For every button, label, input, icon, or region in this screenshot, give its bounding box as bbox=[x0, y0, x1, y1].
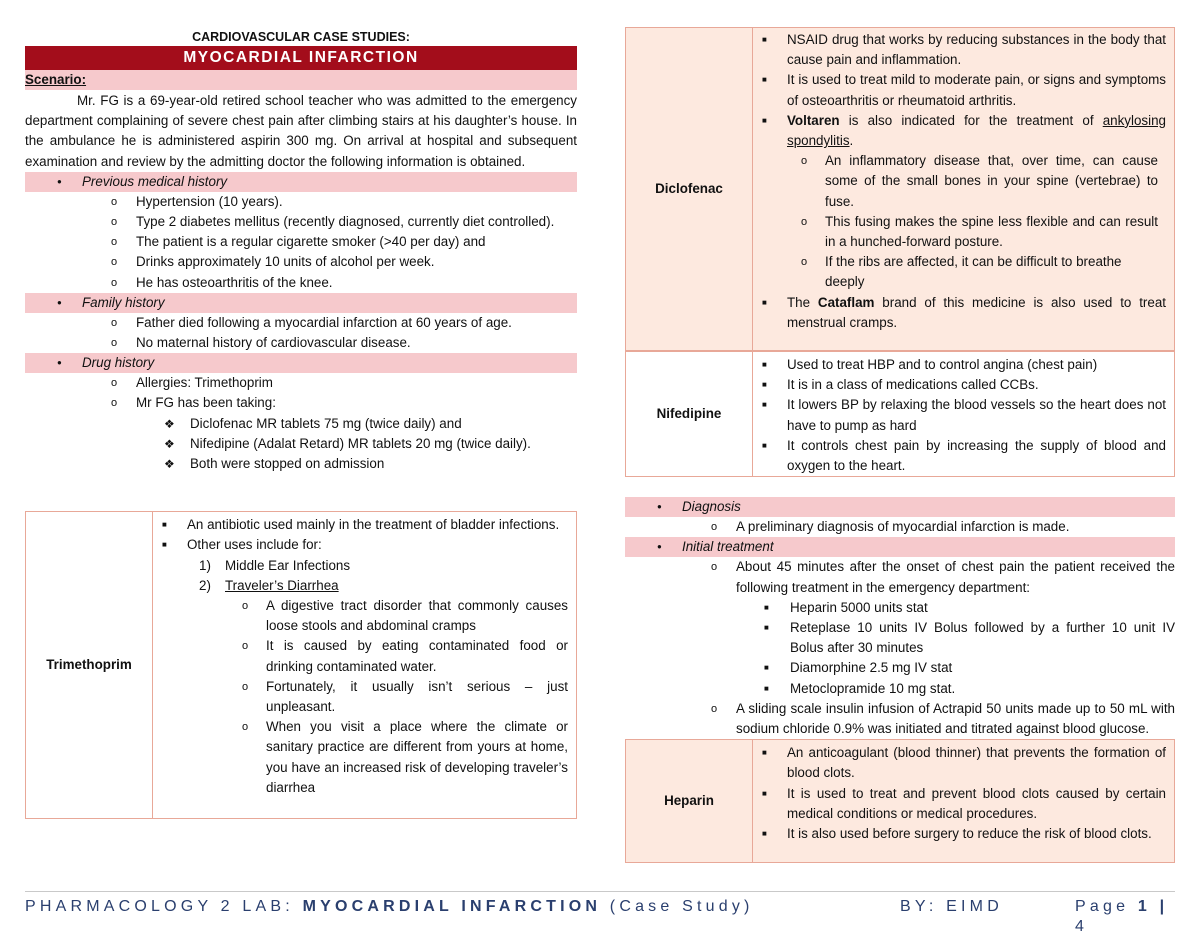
scenario-heading bbox=[25, 70, 577, 90]
list-item: ■ Metoclopramide 10 mg stat. bbox=[625, 679, 1175, 699]
page-number: Page 1 | 4 bbox=[1075, 898, 1169, 936]
footer-divider bbox=[25, 891, 1175, 892]
list-item: o The patient is a regular cigarette smoker (>40 per day) and bbox=[111, 234, 486, 250]
list-item: o This fusing makes the spine less flexible and can result in a hunched-forward posture. bbox=[801, 213, 1158, 250]
family-history-heading: ● Family history bbox=[25, 293, 577, 313]
drug-name: Nifedipine bbox=[626, 352, 753, 477]
list-item: ■ It is used to treat mild to moderate pain, or signs and symptoms of osteoarthritis or rheumatoid arthritis. bbox=[753, 70, 1166, 110]
list-item: o Mr FG has been taking: bbox=[111, 395, 276, 411]
scenario-colon: : bbox=[81, 72, 87, 87]
list-item: ■ An anticoagulant (blood thinner) that prevents the formation of blood clots. bbox=[753, 743, 1166, 783]
list-item: 2) Traveler’s Diarrhea bbox=[199, 577, 339, 593]
list-item: o Hypertension (10 years). bbox=[111, 193, 283, 209]
list-item: ■ It is used to treat and prevent blood clots caused by certain medical conditions or medical procedures. bbox=[753, 784, 1166, 824]
title-banner: MYOCARDIAL INFARCTION bbox=[25, 46, 577, 70]
list-item: ■ Reteplase 10 units IV Bolus followed by a further 10 unit IV Bolus after 30 minutes bbox=[625, 618, 1175, 658]
list-item: o Fortunately, it usually isn’t serious – just unpleasant. bbox=[242, 678, 568, 715]
list-item: o He has osteoarthritis of the knee. bbox=[111, 274, 333, 290]
right-column bbox=[625, 0, 1175, 863]
scenario-text: Mr. FG is a 69-year-old retired school teacher who was admitted to the emergency department complaining of severe chest pain after climbing stairs at his daughter’s house. In the ambulance he is administered aspirin 300 mg. On arrival at hospital and subsequent examination and review by the admitting doctor the following information is obtained. bbox=[25, 93, 577, 169]
list-item: ❖ Diclofenac MR tablets 75 mg (twice daily) and bbox=[164, 415, 462, 431]
list-item: o It is caused by eating contaminated food or drinking contaminated water. bbox=[242, 638, 568, 674]
drug-name: Heparin bbox=[626, 740, 753, 863]
list-item: o About 45 minutes after the onset of chest pain the patient received the following treatment in the emergency department: bbox=[711, 559, 1175, 595]
list-item: ■ It is in a class of medications called CCBs. bbox=[753, 375, 1166, 395]
trimethoprim-table bbox=[25, 511, 577, 819]
list-item: o A preliminary diagnosis of myocardial infarction is made. bbox=[711, 519, 1070, 535]
list-item: ■ Diamorphine 2.5 mg IV stat bbox=[625, 658, 1175, 678]
scenario-label: Scenario bbox=[25, 72, 82, 87]
list-item: o Allergies: Trimethoprim bbox=[111, 375, 273, 391]
list-item: ■ Other uses include for: bbox=[153, 535, 576, 555]
list-item: o A sliding scale insulin infusion of Actrapid 50 units made up to 50 mL with sodium chloride 0.9% was initiated and titrated against blood glucose. bbox=[711, 700, 1175, 737]
list-item: ■ It lowers BP by relaxing the blood vessels so the heart does not have to pump as hard bbox=[753, 395, 1166, 435]
list-item: o A digestive tract disorder that commonly causes loose stools and abdominal cramps bbox=[242, 598, 568, 634]
footer-course: PHARMACOLOGY 2 LAB: MYOCARDIAL INFARCTION (Case Study) bbox=[25, 898, 754, 915]
list-item: o If the ribs are affected, it can be difficult to breathe deeply bbox=[801, 254, 1122, 290]
diclofenac-table bbox=[625, 27, 1175, 351]
nifedipine-table bbox=[625, 351, 1175, 477]
page-footer bbox=[25, 897, 1175, 936]
list-item: o Type 2 diabetes mellitus (recently diagnosed, currently diet controlled). bbox=[111, 214, 555, 230]
drug-name: Trimethoprim bbox=[26, 512, 153, 819]
heparin-table bbox=[625, 739, 1175, 863]
list-item: o No maternal history of cardiovascular disease. bbox=[111, 335, 411, 351]
initial-treatment-heading: ● Initial treatment bbox=[625, 537, 1175, 557]
list-item: ❖ Both were stopped on admission bbox=[164, 456, 385, 472]
left-column bbox=[25, 0, 577, 819]
list-item: ■ NSAID drug that works by reducing substances in the body that cause pain and inflammation. bbox=[753, 30, 1166, 70]
list-item: ■ The Cataflam brand of this medicine is also used to treat menstrual cramps. bbox=[753, 293, 1166, 333]
footer-author: BY: EIMD bbox=[900, 898, 1003, 915]
list-item: ■ Used to treat HBP and to control angina (chest pain) bbox=[753, 355, 1166, 375]
drug-name: Diclofenac bbox=[626, 28, 753, 351]
list-item: ■ Voltaren is also indicated for the treatment of ankylosing spondylitis. bbox=[753, 111, 1166, 151]
list-item: 1) Middle Ear Infections bbox=[199, 557, 351, 573]
list-item: ■ An antibiotic used mainly in the treatment of bladder infections. bbox=[153, 515, 576, 535]
diagnosis-heading: ● Diagnosis bbox=[625, 497, 1175, 517]
list-item: ❖ Nifedipine (Adalat Retard) MR tablets 20 mg (twice daily). bbox=[164, 435, 531, 451]
list-item: ■ It controls chest pain by increasing the supply of blood and oxygen to the heart. bbox=[753, 436, 1166, 476]
drug-history-heading: ● Drug history bbox=[25, 353, 577, 373]
document-title: CARDIOVASCULAR CASE STUDIES: bbox=[192, 30, 410, 44]
previous-history-heading: ● Previous medical history bbox=[25, 172, 577, 192]
list-item: o Father died following a myocardial infarction at 60 years of age. bbox=[111, 314, 512, 330]
list-item: o When you visit a place where the climate or sanitary practice are different from yours at home, you have an increased risk of developing traveler’s diarrhea bbox=[242, 719, 568, 795]
list-item: ■ It is also used before surgery to reduce the risk of blood clots. bbox=[753, 824, 1166, 844]
list-item: o An inflammatory disease that, over time, can cause some of the small bones in your spine (vertebrae) to fuse. bbox=[801, 153, 1158, 209]
list-item: o Drinks approximately 10 units of alcohol per week. bbox=[111, 254, 435, 270]
list-item: ■ Heparin 5000 units stat bbox=[625, 598, 1175, 618]
